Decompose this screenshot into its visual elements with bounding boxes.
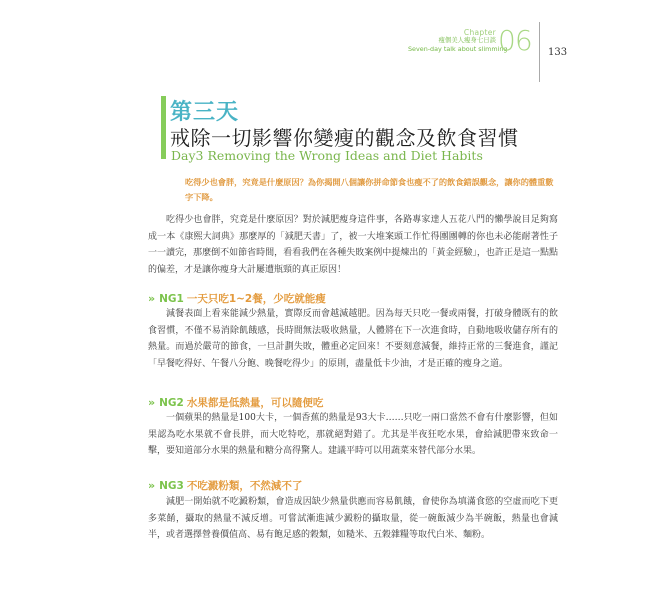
paragraph-ng1: 減餐表面上看來能減少熱量，實際反而會越減越肥。因為每天只吃一餐或兩餐，打破身體既有的飲食習慣，不僅不易消除飢餓感，長時間無法吸收熱量，人體將在下一次進食時，自動地吸收儲存所有的熱量。而過於嚴苛的節食，一旦計劃失敗，體重必定回來！不要刻意減餐，維持正常的三餐進食，謹記「早餐吃得好、午餐八分飽、晚餐吃得少」的原則，盡量低卡少油，才是正確的瘦身之道。 (148, 309, 558, 369)
double-chevron-right-icon: » (148, 479, 156, 492)
header-divider (539, 22, 540, 82)
page-number: 133 (548, 47, 568, 58)
paragraph-intro: 吃得少也會胖，究竟是什麼原因？對於減肥瘦身這件事，各路專家達人五花八門的懶學說目足夠寫成一本《康熙大詞典》那麼厚的「減肥天書」了，被一大堆案頭工作忙得團團轉的你也未必能耐著性子一一讀完，那麼倒不如節省時間，看看我們在各種失敗案例中提煉出的「黃金經驗」，也許正是這一點點的偏差，才是讓你瘦身大計屢遭瓶頸的真正原因！ (148, 215, 558, 275)
double-chevron-right-icon: » (148, 396, 156, 409)
section-heading-ng1 (148, 291, 326, 306)
section-heading-ng2 (148, 395, 323, 410)
page-title-english: Day3 Removing the Wrong Ideas and Diet Habits (171, 148, 483, 163)
day-heading: 第三天 (170, 100, 240, 125)
chapter-title-en: Seven-day talk about slimming (408, 45, 508, 53)
title-accent-bar (161, 96, 166, 159)
section-title: 水果都是低熱量，可以隨便吃 (186, 397, 324, 409)
double-chevron-right-icon: » (148, 292, 156, 305)
section-title: 不吃澱粉類，不然減不了 (186, 480, 303, 492)
section-code: NG2 (159, 396, 184, 409)
paragraph-ng2: 一個蘋果的熱量是100大卡，一個香蕉的熱量是93大卡……只吃一兩口當然不會有什麼影響，但如果認為吃水果就不會長胖，而大吃特吃，那就絕對錯了。尤其是半夜狂吃水果，會給減肥帶來致命一擊，要知道部分水果的熱量和糖分高得驚人。建議平時可以用蔬菜來替代部分水果。 (148, 413, 558, 456)
paragraph-ng3: 減肥一開始就不吃澱粉類，會造成因缺少熱量供應而容易飢餓，會使你為填滿食慾的空虛而吃下更多菜餚，攝取的熱量不減反增。可嘗試漸進減少澱粉的攝取量，從一碗飯減少為半碗飯，熱量也會減半，或者選擇營養價值高、易有飽足感的穀類，如糙米、五穀雜糧等取代白米、麵粉。 (148, 497, 558, 540)
intro-text: 吃得少也會胖，究竟是什麼原因？為你揭開八個讓你拼命節食也瘦不了的飲食錯誤觀念，讓你的體重數字下降。 (185, 177, 554, 202)
chapter-label: Chapter (463, 28, 496, 37)
chapter-number: 06 (498, 24, 532, 57)
section-heading-ng3 (148, 478, 302, 493)
section-code: NG3 (159, 479, 184, 492)
section-title: 一天只吃1~2餐，少吃就能瘦 (186, 293, 326, 305)
chapter-title-cn: 瘦個美人瘦身七日談 (438, 36, 496, 44)
page-title: 戒除一切影響你變瘦的觀念及飲食習慣 (170, 126, 519, 150)
chapter-subtitle (408, 36, 508, 54)
section-code: NG1 (159, 292, 184, 305)
